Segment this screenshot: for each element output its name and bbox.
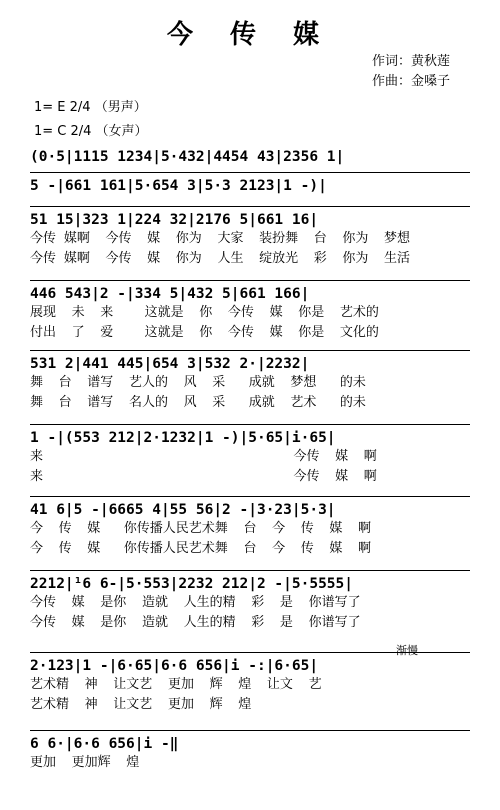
notation-line: 446 543|2 -|334 5|432 5|661 166| [30,280,470,303]
notation-line: 531 2|441 445|654 3|532 2·|2232| [30,350,470,373]
tempo-mark: 渐慢 [396,644,418,657]
song-title: 今 传 媒 [166,20,334,50]
lyric-line: 艺术精 神 让文艺 更加 辉 煌 让文 艺 [30,677,322,692]
lyric-line: 付出 了 爱 这就是 你 今传 媒 你是 文化的 [30,325,379,340]
lyric-line: 今传 媒 是你 造就 人生的精 彩 是 你谱写了 [30,615,361,630]
score-row [30,350,470,413]
lyric-line: 今 传 媒 你传播人民艺术舞 台 今 传 媒 啊 [30,541,372,556]
lyric-line: 今传 媒 是你 造就 人生的精 彩 是 你谱写了 [30,595,361,610]
score-row [30,652,470,715]
notation-line: (0·5|1115 1234|5·432|4454 43|2356 1| [30,149,345,165]
notation-line: 2212|¹6 6-|5·553|2232 212|2 -|5·5555| [30,570,470,593]
lyric-line: 来 今传 媒 啊 [30,449,377,464]
key-female: 1= C 2/4 （女声） [34,124,148,139]
credits [372,52,450,92]
lyric-line: 展现 未 来 这就是 你 今传 媒 你是 艺术的 [30,305,379,320]
lyricist: 作词：黄秋莲 [372,54,451,69]
score-row [30,424,470,487]
lyric-line: 今传 媒啊 今传 媒 你为 大家 装扮舞 台 你为 梦想 [30,231,411,246]
notation-line: 1 -|(553 212|2·1232|1 -)|5·65|i·65| [30,424,470,447]
key-male: 1= E 2/4 （男声） [34,100,147,115]
notation-line: 51 15|323 1|224 32|2176 5|661 16| [30,206,470,229]
lyric-line: 更加 更加辉 煌 [30,755,140,770]
composer: 作曲：金嗓子 [372,74,451,89]
score-row [30,144,470,166]
lyric-line: 艺术精 神 让文艺 更加 辉 煌 [30,697,252,712]
notation-line: 41 6|5 -|6665 4|55 56|2 -|3·23|5·3| [30,496,470,519]
lyric-line: 来 今传 媒 啊 [30,469,377,484]
lyric-line: 舞 台 谱写 名人的 风 采 成就 艺术 的未 [30,395,366,410]
notation-line: 6 6·|6·6 656|i -‖ [30,730,470,753]
lyric-line: 今传 媒啊 今传 媒 你为 人生 绽放光 彩 你为 生活 [30,251,411,266]
score-row [30,496,470,559]
score-row [30,730,470,773]
score-row [30,172,470,195]
lyric-line: 舞 台 谱写 艺人的 风 采 成就 梦想 的未 [30,375,366,390]
lyric-line: 今 传 媒 你传播人民艺术舞 台 今 传 媒 啊 [30,521,372,536]
score-row [30,206,470,269]
score-row [30,280,470,343]
notation-line: 5 -|661 161|5·654 3|5·3 2123|1 -)| [30,172,470,195]
notation-line: 2·123|1 -|6·65|6·6 656|i -:|6·65| [30,652,470,675]
score-row [30,570,470,633]
